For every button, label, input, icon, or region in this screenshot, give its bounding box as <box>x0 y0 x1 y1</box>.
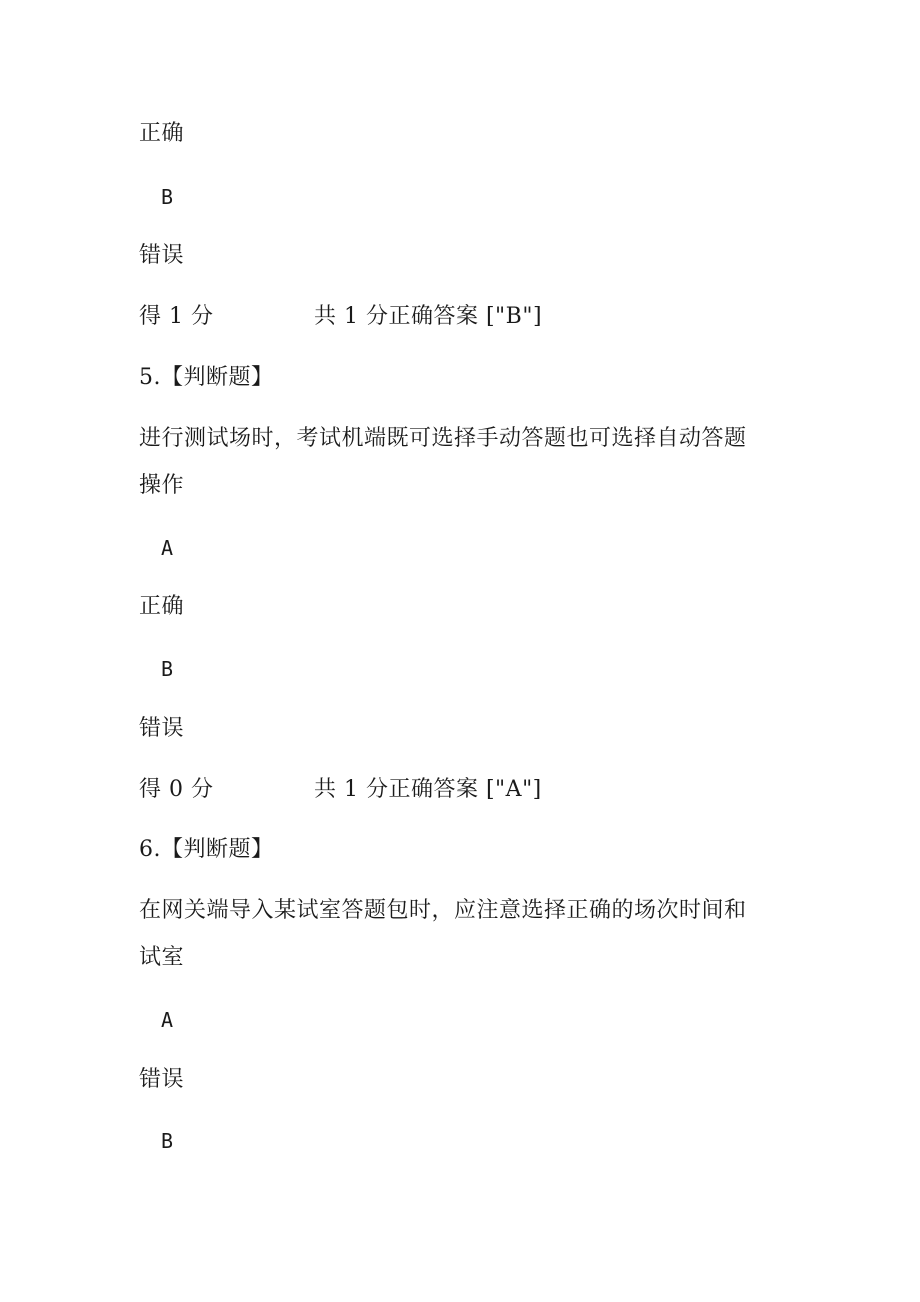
prev-option-b-text: 错误 <box>139 243 185 268</box>
q6-option-b-letter: B <box>161 1129 174 1153</box>
q6-option-a-letter: A <box>161 1008 174 1032</box>
prev-option-a-text: 正确 <box>139 121 185 146</box>
prev-score: 得 1 分 <box>139 304 214 329</box>
prev-score-row <box>139 302 542 332</box>
q5-question-line2: 操作 <box>139 473 185 498</box>
q5-score: 得 0 分 <box>139 777 214 802</box>
q5-total-answer: 共 1 分正确答案 ["A"] <box>314 777 542 802</box>
q5-option-a-text: 正确 <box>139 594 185 619</box>
q6-heading: 6.【判断题】 <box>139 837 274 862</box>
q6-question-line2: 试室 <box>139 945 185 970</box>
q5-option-b-text: 错误 <box>139 716 185 741</box>
q5-question-line1: 进行测试场时，考试机端既可选择手动答题也可选择自动答题 <box>139 426 747 451</box>
q5-score-row <box>139 775 542 805</box>
prev-option-b-letter: B <box>161 185 174 209</box>
q6-question-line1: 在网关端导入某试室答题包时，应注意选择正确的场次时间和 <box>139 898 747 923</box>
q5-option-a-letter: A <box>161 536 174 560</box>
q5-option-b-letter: B <box>161 657 174 681</box>
q6-option-a-text: 错误 <box>139 1067 185 1092</box>
prev-total-answer: 共 1 分正确答案 ["B"] <box>314 304 543 329</box>
q5-heading: 5.【判断题】 <box>139 365 274 390</box>
